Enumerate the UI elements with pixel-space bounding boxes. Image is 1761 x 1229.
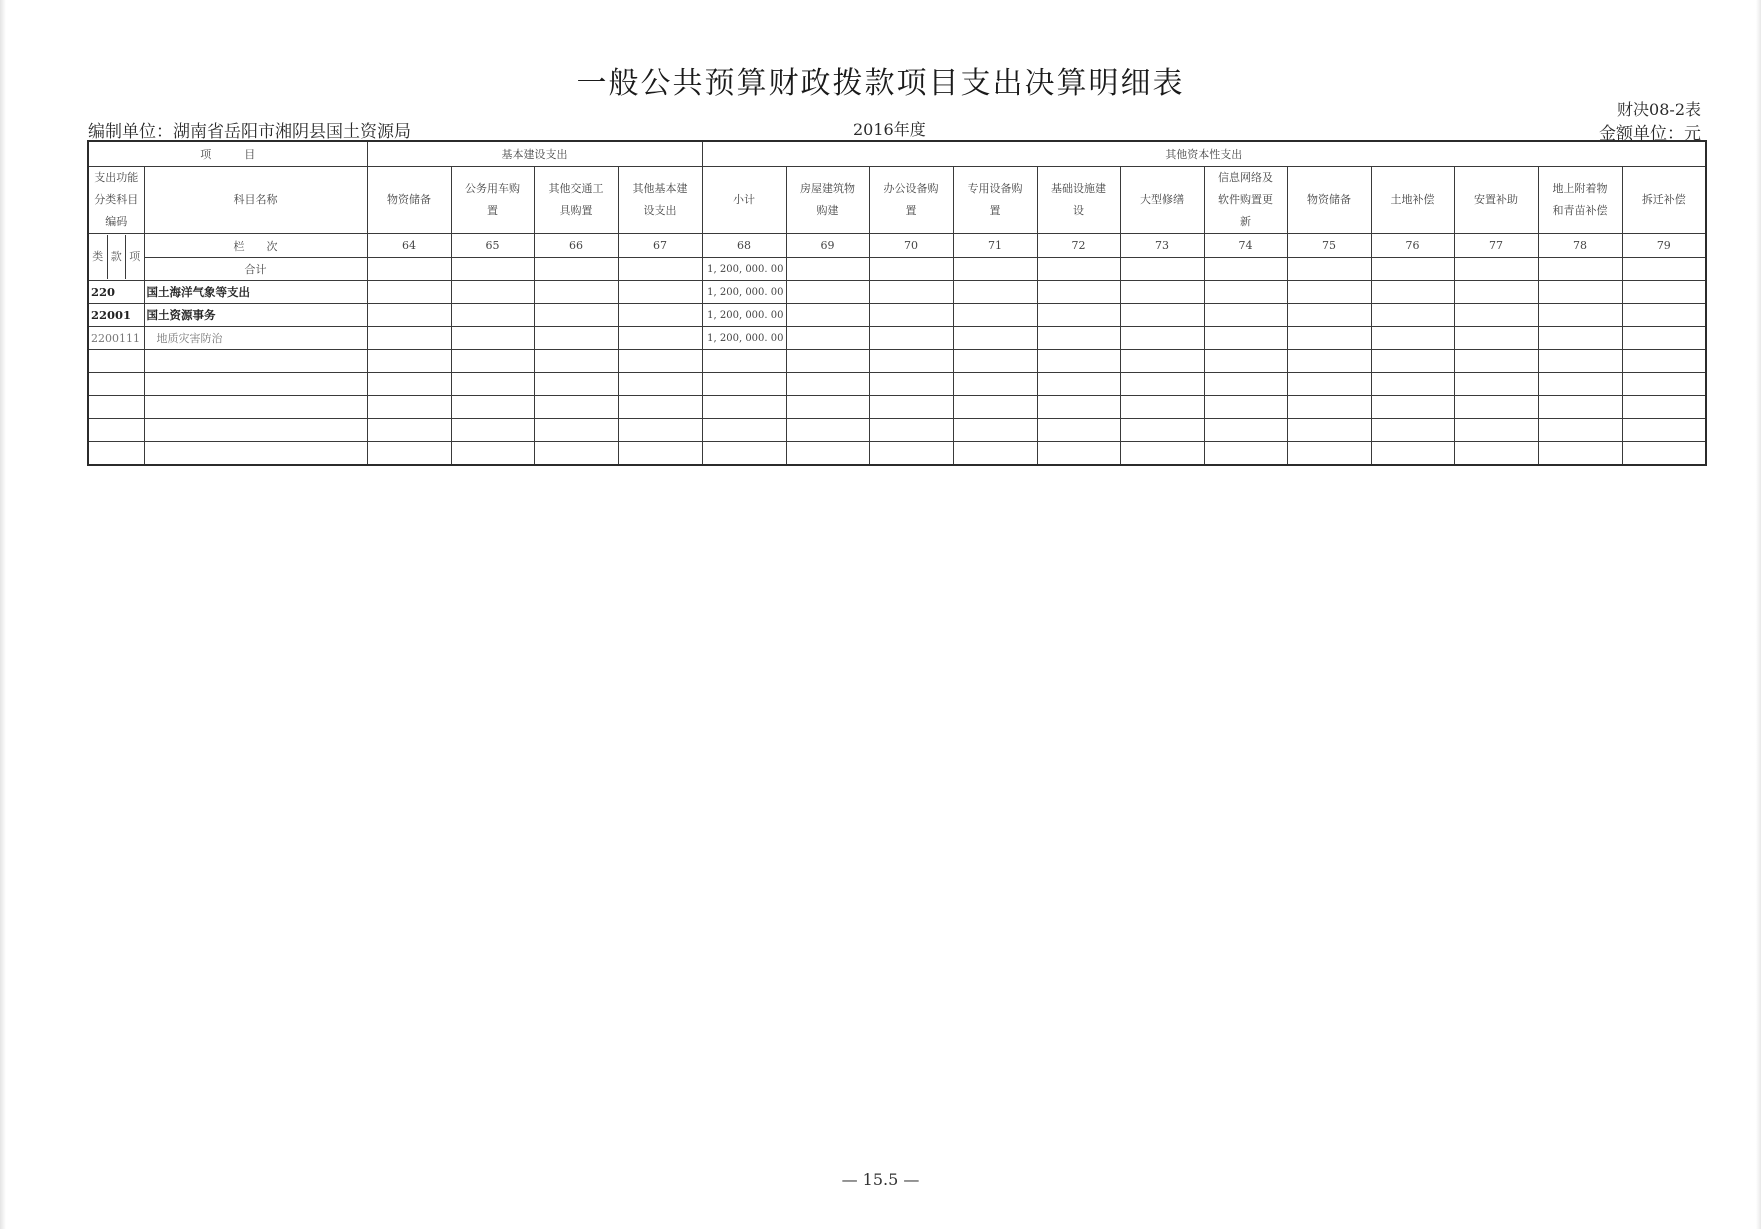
table-cell	[869, 304, 953, 327]
table-cell	[1287, 281, 1371, 304]
table-cell	[1037, 373, 1120, 396]
table-cell	[1371, 442, 1454, 466]
total-label: 合计	[144, 258, 367, 281]
table-cell	[367, 373, 451, 396]
table-cell	[1371, 373, 1454, 396]
row-subtotal: 1, 200, 000. 00	[702, 327, 786, 350]
table-cell	[1538, 396, 1622, 419]
table-cell	[367, 442, 451, 466]
header-col-8: 专用设备购置	[953, 167, 1037, 234]
table-cell	[534, 350, 618, 373]
empty-row	[88, 350, 1706, 373]
table-cell	[88, 373, 144, 396]
table-cell	[618, 304, 702, 327]
row-subtotal: 1, 200, 000. 00	[702, 281, 786, 304]
table-cell	[869, 396, 953, 419]
table-cell	[1371, 350, 1454, 373]
table-cell	[367, 419, 451, 442]
table-cell	[786, 442, 869, 466]
table-cell	[1204, 327, 1287, 350]
table-cell	[618, 442, 702, 466]
table-cell	[618, 373, 702, 396]
header-item: 项 目	[88, 141, 367, 167]
table-cell	[367, 327, 451, 350]
header-col-1: 物资储备	[367, 167, 451, 234]
column-number-label: 栏 次	[144, 234, 367, 258]
kind-label-category: 类	[89, 235, 108, 279]
total-row	[88, 258, 1706, 281]
table-cell	[1287, 327, 1371, 350]
table-cell	[1037, 281, 1120, 304]
column-number-16: 79	[1622, 234, 1706, 258]
table-cell	[1287, 373, 1371, 396]
table-cell	[534, 442, 618, 466]
table-cell	[1204, 442, 1287, 466]
table-cell	[1287, 350, 1371, 373]
column-number-4: 67	[618, 234, 702, 258]
header-col-16: 拆迁补偿	[1622, 167, 1706, 234]
header-col-9: 基础设施建设	[1037, 167, 1120, 234]
empty-row	[88, 396, 1706, 419]
row-subtotal: 1, 200, 000. 00	[702, 304, 786, 327]
empty-row	[88, 442, 1706, 466]
table-cell	[88, 350, 144, 373]
table-cell	[1538, 258, 1622, 281]
header-other-capital: 其他资本性支出	[702, 141, 1706, 167]
total-subtotal: 1, 200, 000. 00	[702, 258, 786, 281]
table-cell	[1622, 258, 1706, 281]
scan-edge-left	[0, 0, 6, 1229]
table-cell	[1371, 327, 1454, 350]
table-cell	[1037, 396, 1120, 419]
row-code: 220	[88, 281, 144, 304]
table-cell	[1454, 327, 1538, 350]
table-cell	[451, 327, 534, 350]
table-cell	[1371, 258, 1454, 281]
row-code: 2200111	[88, 327, 144, 350]
column-number-6: 69	[786, 234, 869, 258]
amount-unit: 金额单位：元	[1599, 124, 1701, 144]
table-cell	[1371, 304, 1454, 327]
table-cell	[1204, 373, 1287, 396]
table-cell	[1120, 442, 1204, 466]
expenditure-table	[87, 140, 1707, 466]
column-number-13: 76	[1371, 234, 1454, 258]
table-cell	[451, 304, 534, 327]
table-cell	[618, 281, 702, 304]
table-cell	[1538, 419, 1622, 442]
table-cell	[1454, 396, 1538, 419]
table-cell	[1204, 258, 1287, 281]
table-cell	[88, 419, 144, 442]
header-col-15: 地上附着物和青苗补偿	[1538, 167, 1622, 234]
table-cell	[1120, 350, 1204, 373]
table-cell	[869, 350, 953, 373]
header-basic-construction: 基本建设支出	[367, 141, 702, 167]
table-cell	[1622, 442, 1706, 466]
header-col-13: 土地补偿	[1371, 167, 1454, 234]
table-cell	[367, 258, 451, 281]
header-row-groups	[88, 141, 1706, 167]
table-cell	[618, 419, 702, 442]
table-cell	[144, 373, 367, 396]
table-cell	[1622, 373, 1706, 396]
table-cell	[1037, 258, 1120, 281]
table-cell	[1622, 396, 1706, 419]
empty-row	[88, 373, 1706, 396]
table-cell	[1287, 396, 1371, 419]
table-cell	[702, 373, 786, 396]
header-col-5: 小计	[702, 167, 786, 234]
table-cell	[1204, 281, 1287, 304]
column-number-11: 74	[1204, 234, 1287, 258]
table-cell	[451, 350, 534, 373]
column-number-7: 70	[869, 234, 953, 258]
table-cell	[367, 304, 451, 327]
table-cell	[534, 258, 618, 281]
table-cell	[869, 419, 953, 442]
table-cell	[534, 281, 618, 304]
table-cell	[1287, 419, 1371, 442]
table-cell	[1287, 442, 1371, 466]
table-cell	[702, 442, 786, 466]
table-cell	[953, 327, 1037, 350]
column-number-5: 68	[702, 234, 786, 258]
table-cell	[953, 258, 1037, 281]
table-row	[88, 304, 1706, 327]
column-number-9: 72	[1037, 234, 1120, 258]
header-row-numbers	[88, 234, 1706, 258]
table-cell	[1454, 304, 1538, 327]
table-cell	[88, 396, 144, 419]
table-cell	[451, 396, 534, 419]
table-cell	[702, 396, 786, 419]
table-cell	[953, 373, 1037, 396]
table-cell	[1120, 396, 1204, 419]
header-col-2: 公务用车购置	[451, 167, 534, 234]
table-cell	[1120, 373, 1204, 396]
table-cell	[1622, 327, 1706, 350]
table-cell	[953, 281, 1037, 304]
row-name: 地质灾害防治	[144, 327, 367, 350]
empty-row	[88, 419, 1706, 442]
table-cell	[1204, 350, 1287, 373]
table-cell	[786, 419, 869, 442]
table-cell	[786, 350, 869, 373]
table-cell	[869, 442, 953, 466]
table-cell	[451, 442, 534, 466]
table-cell	[1371, 396, 1454, 419]
header-col-10: 大型修缮	[1120, 167, 1204, 234]
table-cell	[1120, 258, 1204, 281]
kind-labels	[88, 234, 144, 281]
table-cell	[1538, 281, 1622, 304]
table-cell	[1371, 419, 1454, 442]
table-cell	[451, 419, 534, 442]
table-cell	[786, 281, 869, 304]
column-number-2: 65	[451, 234, 534, 258]
header-col-6: 房屋建筑物购建	[786, 167, 869, 234]
column-number-10: 73	[1120, 234, 1204, 258]
table-cell	[702, 419, 786, 442]
table-cell	[786, 304, 869, 327]
table-cell	[1371, 281, 1454, 304]
table-cell	[1454, 442, 1538, 466]
table-cell	[1287, 304, 1371, 327]
table-cell	[1037, 350, 1120, 373]
table-cell	[144, 419, 367, 442]
table-cell	[1037, 327, 1120, 350]
table-cell	[1037, 442, 1120, 466]
expenditure-table-wrapper	[87, 140, 1706, 466]
kind-label-section: 款	[108, 235, 127, 279]
table-cell	[618, 396, 702, 419]
table-cell	[1120, 304, 1204, 327]
table-cell	[1622, 350, 1706, 373]
table-cell	[1622, 281, 1706, 304]
table-cell	[1454, 258, 1538, 281]
compiling-unit: 编制单位：湖南省岳阳市湘阴县国土资源局	[88, 122, 411, 142]
table-cell	[1538, 373, 1622, 396]
table-cell	[1204, 304, 1287, 327]
table-cell	[869, 258, 953, 281]
table-cell	[1120, 281, 1204, 304]
table-cell	[1120, 327, 1204, 350]
table-cell	[786, 327, 869, 350]
table-cell	[953, 419, 1037, 442]
column-number-3: 66	[534, 234, 618, 258]
header-col-12: 物资储备	[1287, 167, 1371, 234]
table-cell	[1538, 304, 1622, 327]
table-cell	[1454, 373, 1538, 396]
table-cell	[786, 396, 869, 419]
table-cell	[786, 373, 869, 396]
table-cell	[1120, 419, 1204, 442]
column-number-12: 75	[1287, 234, 1371, 258]
table-cell	[1204, 419, 1287, 442]
column-number-14: 77	[1454, 234, 1538, 258]
table-cell	[618, 258, 702, 281]
header-col-14: 安置补助	[1454, 167, 1538, 234]
table-cell	[1538, 442, 1622, 466]
document-title: 一般公共预算财政拨款项目支出决算明细表	[576, 66, 1185, 101]
header-col-4: 其他基本建设支出	[618, 167, 702, 234]
column-number-8: 71	[953, 234, 1037, 258]
table-cell	[367, 350, 451, 373]
table-cell	[786, 258, 869, 281]
table-cell	[144, 442, 367, 466]
table-row	[88, 327, 1706, 350]
table-cell	[534, 396, 618, 419]
column-number-1: 64	[367, 234, 451, 258]
table-cell	[1538, 350, 1622, 373]
header-code-col: 支出功能分类科目编码	[88, 167, 144, 234]
table-cell	[1538, 327, 1622, 350]
table-cell	[953, 350, 1037, 373]
table-cell	[534, 304, 618, 327]
header-row-columns	[88, 167, 1706, 234]
table-cell	[953, 442, 1037, 466]
row-name: 国土海洋气象等支出	[144, 281, 367, 304]
header-name-col: 科目名称	[144, 167, 367, 234]
header-col-3: 其他交通工具购置	[534, 167, 618, 234]
header-col-7: 办公设备购置	[869, 167, 953, 234]
table-cell	[144, 350, 367, 373]
scan-edge-right	[1756, 0, 1761, 1229]
table-cell	[1454, 419, 1538, 442]
row-code: 22001	[88, 304, 144, 327]
table-cell	[869, 327, 953, 350]
table-cell	[1622, 419, 1706, 442]
column-number-15: 78	[1538, 234, 1622, 258]
table-cell	[1622, 304, 1706, 327]
table-cell	[702, 350, 786, 373]
table-cell	[451, 258, 534, 281]
table-cell	[451, 373, 534, 396]
table-cell	[144, 396, 367, 419]
table-cell	[88, 442, 144, 466]
header-col-11: 信息网络及软件购置更新	[1204, 167, 1287, 234]
table-cell	[534, 419, 618, 442]
table-cell	[534, 327, 618, 350]
kind-label-item: 项	[129, 250, 141, 263]
table-cell	[618, 350, 702, 373]
table-cell	[367, 396, 451, 419]
form-code: 财决08-2表	[1617, 100, 1701, 119]
table-cell	[1454, 281, 1538, 304]
fiscal-year: 2016年度	[853, 120, 926, 139]
table-cell	[1454, 350, 1538, 373]
table-cell	[618, 327, 702, 350]
table-cell	[1037, 419, 1120, 442]
table-cell	[451, 281, 534, 304]
table-cell	[1287, 258, 1371, 281]
table-cell	[869, 281, 953, 304]
table-cell	[367, 281, 451, 304]
table-cell	[953, 396, 1037, 419]
row-name: 国土资源事务	[144, 304, 367, 327]
table-cell	[1037, 304, 1120, 327]
table-row	[88, 281, 1706, 304]
table-cell	[1204, 396, 1287, 419]
table-cell	[869, 373, 953, 396]
page-number: — 15.5 —	[841, 1170, 920, 1189]
table-cell	[953, 304, 1037, 327]
table-cell	[534, 373, 618, 396]
